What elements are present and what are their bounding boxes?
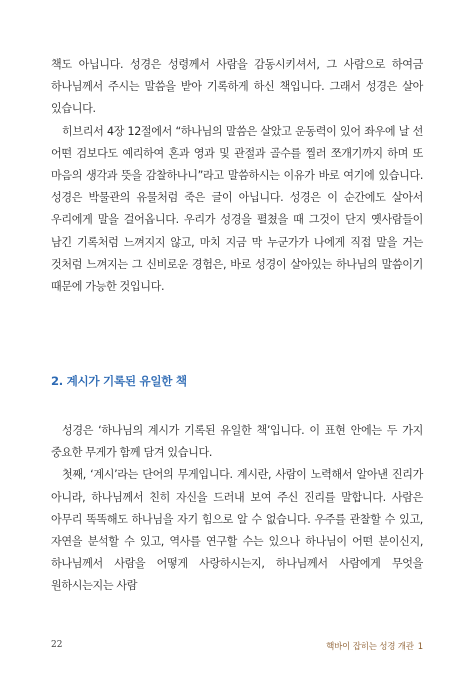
section-heading: 2. 계시가 기록된 유일한 책 <box>51 374 187 388</box>
paragraph-continued <box>51 54 423 121</box>
section-text-block <box>51 420 423 598</box>
paragraph-text: 히브리서 4장 12절에서 “하나님의 말씀은 살았고 운동력이 있어 좌우에 날 선 어떤 검보다도 예리하여 혼과 영과 및 관절과 골수를 찔러 쪼개기까지 하며 또 마음의 생각과 뜻을 감찰하나니”라고 말씀하시는 이유가 바로 여기에 있습니다. 성경은 박물관의 유물처럼 죽은 글이 아닙니다. 성경은 이 순간에도 살아서 우리에게 말을 걸어옵니다. 우리가 성경을 펼쳤을 때 그것이 단지 옛사람들이 남긴 기록처럼 느껴지지 않고, 마치 지금 막 누군가가 나에게 직접 말을 거는 것처럼 느껴지는 그 신비로운 경험은, 바로 성경이 살아있는 하나님의 말씀이기 때문에 가능한 것입니다. <box>51 124 423 294</box>
page-number: 22 <box>51 640 63 650</box>
paragraph-text: 첫째, ‘계시’라는 단어의 무게입니다. 계시란, 사람이 노력해서 알아낸 진리가 아니라, 하나님께서 친히 자신을 드러내 보여 주신 진리를 말합니다. 사람은 아무리 똑똑해도 하나님을 자기 힘으로 알 수 없습니다. 우주를 관찰할 수 있고, 자연을 분석할 수 있고, 역사를 연구할 수는 있으나 하나님이 어떤 분이신지, 하나님께서 사람을 어떻게 사랑하시는지, 하나님께서 사람에게 무엇을 원하시는지는 사람 <box>51 468 423 593</box>
paragraph <box>51 121 423 299</box>
top-text-block <box>51 54 423 298</box>
paragraph <box>51 420 423 464</box>
book-title: 핵바이 잡히는 성경 개관 <box>326 642 414 652</box>
volume-number: 1 <box>417 642 423 652</box>
running-footer <box>326 640 423 652</box>
paragraph-text: 책도 아닙니다. 성경은 성령께서 사람을 감동시키셔서, 그 사람으로 하여금 하나님께서 주시는 말씀을 받아 기록하게 하신 책입니다. 그래서 성경은 살아 있습니다. <box>51 58 423 116</box>
paragraph-text: 성경은 ‘하나님의 계시가 기록된 유일한 책’입니다. 이 표현 안에는 두 가지 중요한 무게가 함께 담겨 있습니다. <box>51 424 423 460</box>
paragraph <box>51 464 423 597</box>
